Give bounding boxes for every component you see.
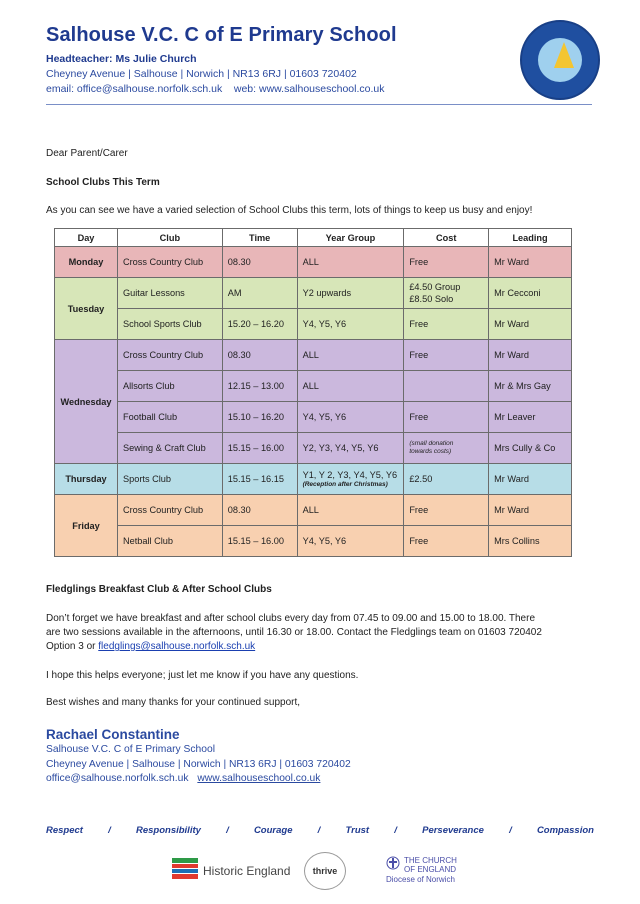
club-cell: Cross Country Club [117,247,222,278]
table-row [55,433,572,464]
partner-logos [0,850,640,890]
time-cell: 08.30 [222,495,297,526]
signature-email: office@salhouse.norfolk.sch.uk [46,773,189,784]
greeting: Dear Parent/Carer [46,148,128,159]
year-cell: ALL [297,495,404,526]
value-separator: / [317,825,321,836]
leading-cell: Mr Ward [489,464,572,495]
closing-hope: I hope this helps everyone; just let me know if you have any questions. [46,670,359,681]
col-year-group: Year Group [297,229,404,247]
value-respect: Respect [46,825,83,836]
day-monday: Monday [55,247,118,278]
year-cell: Y4, Y5, Y6 [297,402,404,433]
coe-line-2: OF ENGLAND [404,865,457,874]
header-divider [46,104,592,105]
col-leading: Leading [489,229,572,247]
leading-cell: Mrs Cully & Co [489,433,572,464]
leading-cell: Mr Ward [489,247,572,278]
club-cell: Sports Club [117,464,222,495]
cost-cell: Free [404,526,489,557]
time-cell: 08.30 [222,247,297,278]
cost-cell: Free [404,402,489,433]
value-separator: / [509,825,512,836]
club-cell: Football Club [117,402,222,433]
fledglings-heading: Fledglings Breakfast Club & After School Clubs [46,584,272,595]
value-responsibility: Responsibility [135,825,201,836]
headteacher: Headteacher: Ms Julie Church [46,53,197,65]
club-cell: Cross Country Club [117,340,222,371]
col-time: Time [222,229,297,247]
leading-cell: Mrs Collins [489,526,572,557]
cost-cell: £2.50 [404,464,489,495]
col-club: Club [117,229,222,247]
year-cell: Y2 upwards [297,278,404,309]
value-separator: / [226,825,229,836]
day-thursday: Thursday [55,464,118,495]
time-cell: 15.15 – 16.00 [222,526,297,557]
fledglings-line-1: Don’t forget we have breakfast and after school clubs every day from 07.45 to 09.00 and 15.00 to 18.00. There [46,613,536,624]
club-cell: Sewing & Craft Club [117,433,222,464]
time-cell: 15.20 – 16.20 [222,309,297,340]
day-wednesday: Wednesday [55,340,118,464]
table-row [55,495,572,526]
signature-web-link[interactable]: www.salhouseschool.co.uk [197,773,321,784]
leading-cell: Mr Leaver [489,402,572,433]
time-cell: AM [222,278,297,309]
time-cell: 12.15 – 13.00 [222,371,297,402]
table-row [55,247,572,278]
coe-line-1: THE CHURCH [404,856,457,865]
clubs-heading: School Clubs This Term [46,177,160,188]
table-row [55,402,572,433]
signature-contact [46,773,320,784]
value-separator: / [108,825,111,836]
cost-cell [404,278,489,309]
thrive-logo: thrive [304,852,346,890]
closing-wishes: Best wishes and many thanks for your continued support, [46,697,301,708]
leading-cell: Mr Ward [489,309,572,340]
historic-england-logo-icon [172,858,198,880]
church-cross-icon [386,856,400,870]
cost-group: £4.50 Group [409,282,461,292]
year-cell: ALL [297,247,404,278]
value-perseverance: Perseverance [422,825,484,836]
table-row [55,309,572,340]
cost-solo: £8.50 Solo [409,294,454,304]
signature-school: Salhouse V.C. C of E Primary School [46,744,216,755]
leading-cell: Mr Cecconi [489,278,572,309]
school-address: Cheyney Avenue | Salhouse | Norwich | NR13 6RJ | 01603 720402 [46,68,357,80]
leading-cell: Mr Ward [489,495,572,526]
year-cell [297,464,404,495]
cost-note-1: (small donation [409,440,454,447]
historic-england-logo: Historic England [203,864,291,878]
table-row [55,371,572,402]
school-crest-logo [520,20,600,100]
signature-address: Cheyney Avenue | Salhouse | Norwich | NR13 6RJ | 01603 720402 [46,759,351,770]
value-courage: Courage [253,825,293,836]
cost-cell [404,371,489,402]
year-cell: ALL [297,371,404,402]
table-row [55,278,572,309]
table-row [55,340,572,371]
cost-cell [404,433,489,464]
table-header-row [55,229,572,247]
year-note: (Reception after Christmas) [302,480,388,488]
intro-text: As you can see we have a varied selection of School Clubs this term, lots of things to keep us busy and enjoy! [46,205,533,216]
school-name: Salhouse V.C. C of E Primary School [46,24,397,46]
church-of-england-logo [404,856,457,874]
school-values [46,825,594,836]
cost-note-2: towards costs) [409,448,452,455]
table-row [55,526,572,557]
fledglings-email-link[interactable]: fledglings@salhouse.norfolk.sch.uk [98,641,256,652]
time-cell: 15.15 – 16.15 [222,464,297,495]
fledglings-option-text: Option 3 or [46,641,99,652]
cost-cell: Free [404,247,489,278]
day-friday: Friday [55,495,118,557]
club-cell: Netball Club [117,526,222,557]
table-row [55,464,572,495]
cost-cell: Free [404,495,489,526]
col-cost: Cost [404,229,489,247]
time-cell: 15.10 – 16.20 [222,402,297,433]
time-cell: 15.15 – 16.00 [222,433,297,464]
year-cell: Y2, Y3, Y4, Y5, Y6 [297,433,404,464]
school-contact: email: office@salhouse.norfolk.sch.uk web: www.salhouseschool.co.uk [46,83,385,95]
fledglings-line-3 [46,641,255,652]
club-cell: School Sports Club [117,309,222,340]
year-cell: Y4, Y5, Y6 [297,526,404,557]
year-value: Y1, Y 2, Y3, Y4, Y5, Y6 [302,469,398,480]
leading-cell: Mr & Mrs Gay [489,371,572,402]
year-cell: Y4, Y5, Y6 [297,309,404,340]
fledglings-line-2: are two sessions available in the afternoons, until 16.30 or 18.00. Contact the Fledglings team on 01603 720402 [46,627,542,638]
value-compassion: Compassion [536,825,594,836]
time-cell: 08.30 [222,340,297,371]
signature-name: Rachael Constantine [46,727,180,742]
club-cell: Guitar Lessons [117,278,222,309]
leading-cell: Mr Ward [489,340,572,371]
cost-cell: Free [404,309,489,340]
cost-cell: Free [404,340,489,371]
value-separator: / [394,825,397,836]
value-trust: Trust [345,825,370,836]
club-cell: Allsorts Club [117,371,222,402]
diocese-label: Diocese of Norwich [386,875,455,884]
club-cell: Cross Country Club [117,495,222,526]
day-tuesday: Tuesday [55,278,118,340]
year-cell: ALL [297,340,404,371]
clubs-table [54,228,572,557]
col-day: Day [55,229,118,247]
